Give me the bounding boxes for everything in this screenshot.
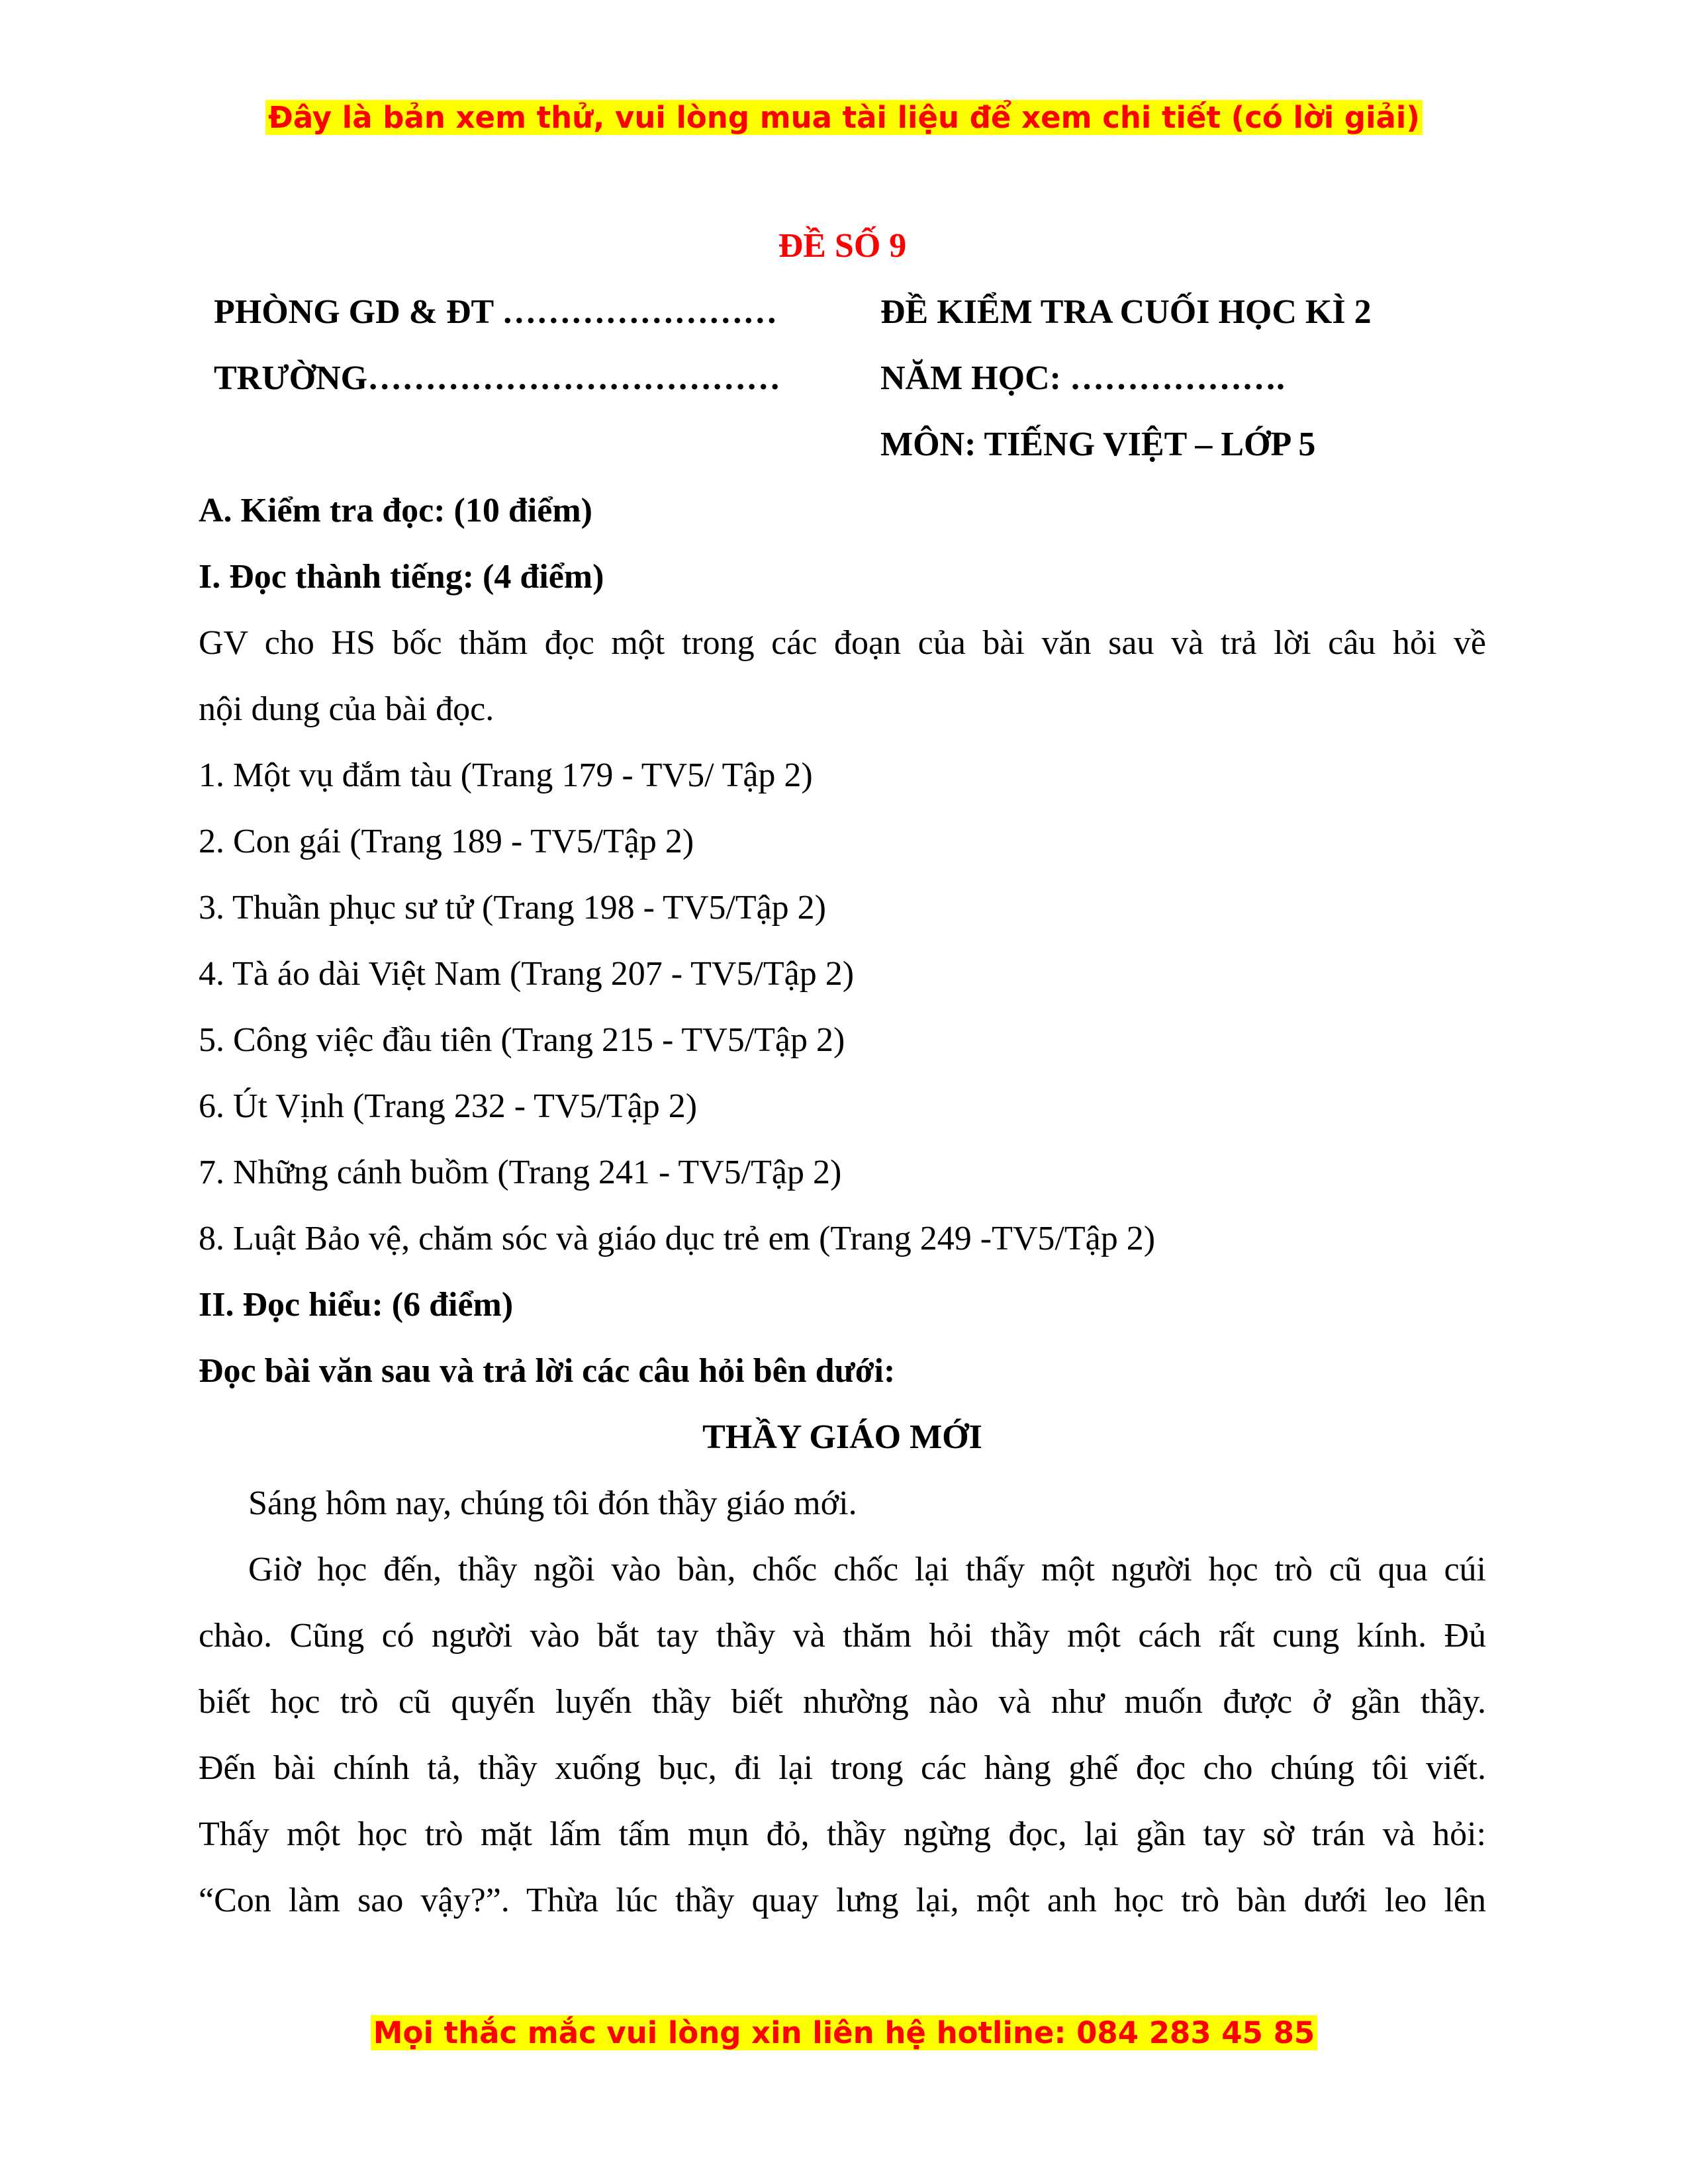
intro-line: GV cho HS bốc thăm đọc một trong các đoạn của bài văn sau và trả lời câu hỏi về <box>199 624 1486 662</box>
reading-item: 5. Công việc đầu tiên (Trang 215 - TV5/Tập 2) <box>199 1021 845 1059</box>
preview-notice-text: Đây là bản xem thử, vui lòng mua tài liệu để xem chi tiết (có lời giải) <box>265 100 1423 135</box>
header-subject: MÔN: TIẾNG VIỆT – LỚP 5 <box>880 426 1316 463</box>
reading-item: 2. Con gái (Trang 189 - TV5/Tập 2) <box>199 823 694 860</box>
header-school-year: NĂM HỌC: ………………. <box>880 359 1285 397</box>
story-line: Giờ học đến, thầy ngồi vào bàn, chốc chốc lại thấy một người học trò cũ qua cúi <box>248 1551 1486 1588</box>
reading-item: 1. Một vụ đắm tàu (Trang 179 - TV5/ Tập 2) <box>199 756 813 794</box>
section-1-heading: I. Đọc thành tiếng: (4 điểm) <box>199 558 604 596</box>
header-school: TRƯỜNG……………………………… <box>214 359 781 397</box>
reading-item: 8. Luật Bảo vệ, chăm sóc và giáo dục trẻ em (Trang 249 -TV5/Tập 2) <box>199 1220 1156 1257</box>
preview-notice-banner <box>0 97 1688 139</box>
reading-item: 3. Thuần phục sư tử (Trang 198 - TV5/Tập 2) <box>199 889 826 927</box>
story-line: biết học trò cũ quyến luyến thầy biết nhường nào và như muốn được ở gần thầy. <box>199 1683 1486 1721</box>
reading-instruction: Đọc bài văn sau và trả lời các câu hỏi bên dưới: <box>199 1352 896 1390</box>
section-a-heading: A. Kiểm tra đọc: (10 điểm) <box>199 492 592 529</box>
header-department: PHÒNG GD & ĐT …………………… <box>214 293 778 331</box>
reading-item: 6. Út Vịnh (Trang 232 - TV5/Tập 2) <box>199 1087 698 1125</box>
story-line: “Con làm sao vậy?”. Thừa lúc thầy quay lưng lại, một anh học trò bàn dưới leo lên <box>199 1882 1486 1919</box>
story-line: chào. Cũng có người vào bắt tay thầy và thăm hỏi thầy một cách rất cung kính. Đủ <box>199 1617 1486 1655</box>
story-line: Sáng hôm nay, chúng tôi đón thầy giáo mới. <box>248 1484 857 1522</box>
exam-number-title: ĐỀ SỐ 9 <box>778 227 907 265</box>
intro-line: nội dung của bài đọc. <box>199 690 494 728</box>
reading-item: 7. Những cánh buồm (Trang 241 - TV5/Tập 2) <box>199 1154 842 1191</box>
story-title: THẦY GIÁO MỚI <box>702 1418 982 1456</box>
story-line: Đến bài chính tả, thầy xuống bục, đi lại trong các hàng ghế đọc cho chúng tôi viết. <box>199 1749 1486 1787</box>
story-line: Thấy một học trò mặt lấm tấm mụn đỏ, thầy ngừng đọc, lại gần tay sờ trán và hỏi: <box>199 1815 1486 1853</box>
section-2-heading: II. Đọc hiểu: (6 điểm) <box>199 1286 514 1324</box>
hotline-banner <box>0 2012 1688 2054</box>
hotline-text: Mọi thắc mắc vui lòng xin liên hệ hotline: 084 283 45 85 <box>371 2015 1317 2050</box>
header-exam-title: ĐỀ KIỂM TRA CUỐI HỌC KÌ 2 <box>880 293 1372 331</box>
reading-item: 4. Tà áo dài Việt Nam (Trang 207 - TV5/Tập 2) <box>199 955 855 993</box>
